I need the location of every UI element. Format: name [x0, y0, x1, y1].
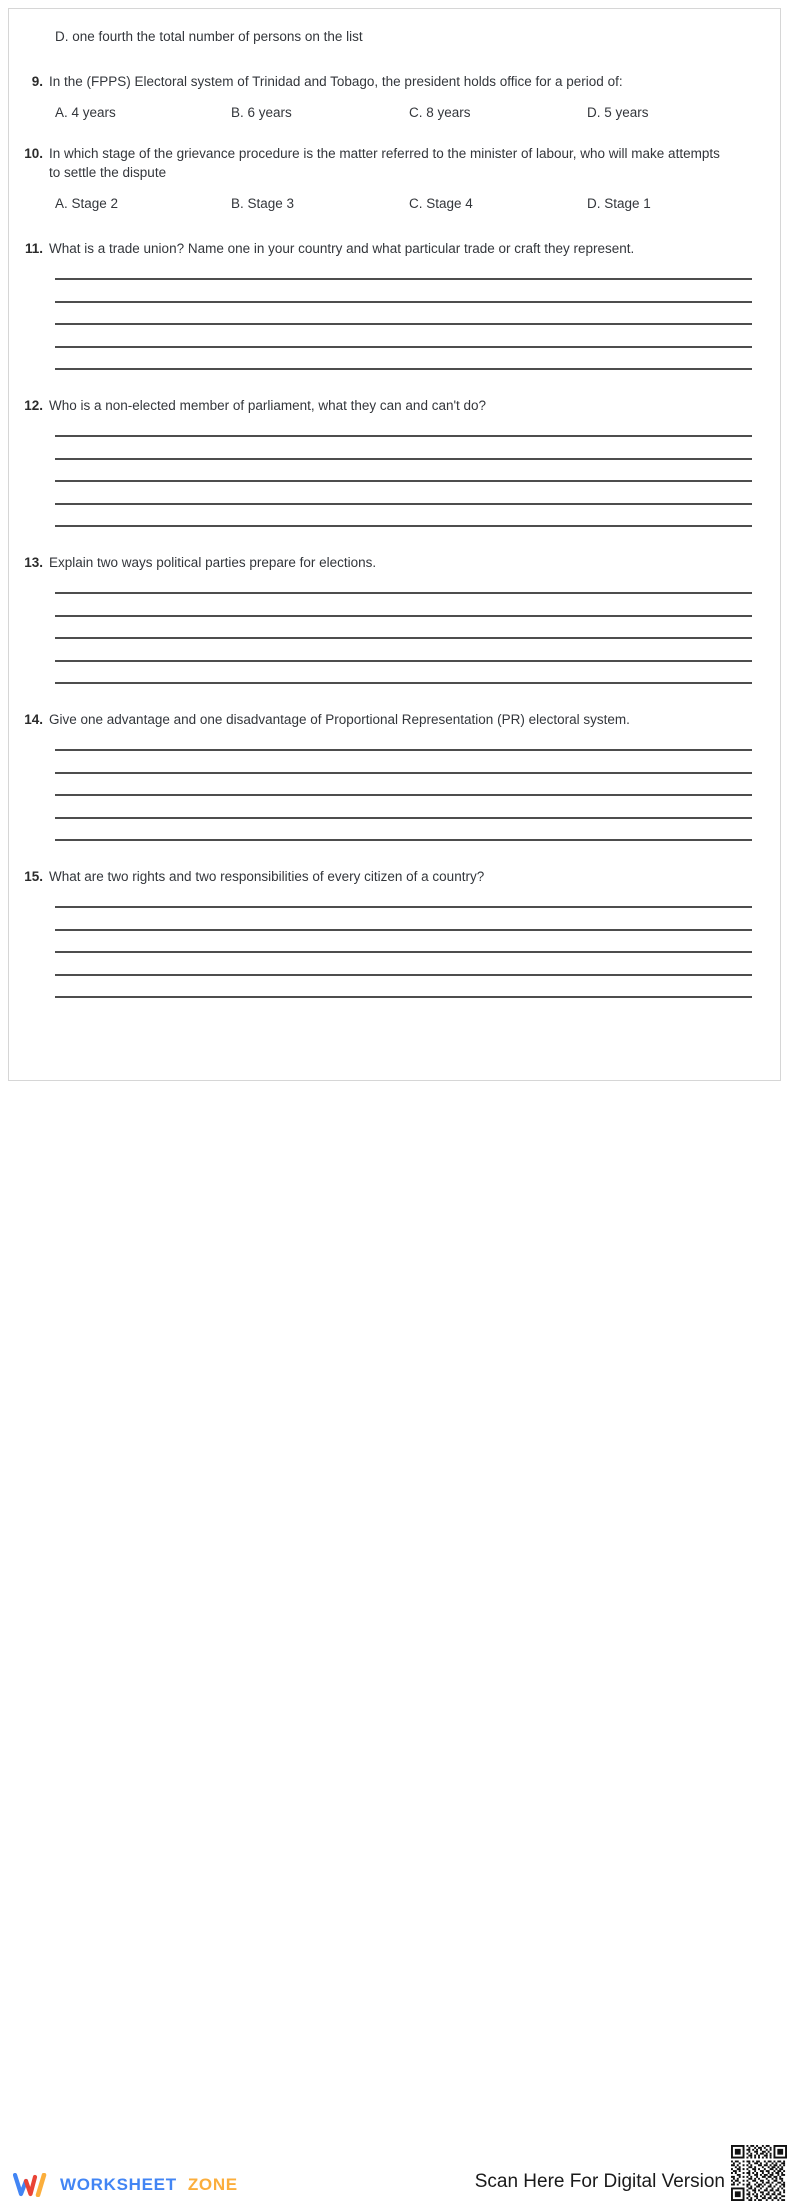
option-c[interactable]: C. 8 years — [409, 105, 471, 120]
spacer — [55, 280, 752, 301]
spacer — [55, 639, 752, 660]
answer-line — [55, 996, 752, 998]
spacer — [9, 729, 780, 749]
worksheet-zone-logo-icon — [13, 2173, 53, 2197]
spacer — [9, 46, 780, 72]
spacer — [55, 325, 752, 346]
spacer — [9, 415, 780, 435]
scan-caption: Scan Here For Digital Version — [474, 2171, 725, 2192]
question-12 — [9, 396, 780, 415]
worksheet-zone-logo[interactable] — [13, 2173, 238, 2197]
spacer — [55, 662, 752, 683]
question-text: Explain two ways political parties prepare for elections. — [49, 555, 377, 570]
question-number: 10. — [24, 146, 43, 161]
question-10 — [9, 144, 780, 182]
question-text: What are two rights and two responsibilities of every citizen of a country? — [49, 869, 485, 884]
spacer — [9, 9, 780, 27]
question-number: 13. — [24, 555, 43, 570]
spacer — [55, 796, 752, 817]
question-14 — [9, 710, 780, 729]
question-13-answer-area[interactable] — [9, 592, 780, 684]
spacer — [9, 91, 780, 103]
option-a[interactable]: A. 4 years — [55, 105, 116, 120]
question-text: In the (FPPS) Electoral system of Trinidad and Tobago, the president holds office for a period of: — [49, 74, 623, 89]
question-number: 9. — [31, 74, 43, 89]
spacer — [55, 460, 752, 481]
spacer — [9, 572, 780, 592]
spacer — [55, 303, 752, 324]
question-13 — [9, 553, 780, 572]
page-footer — [0, 1081, 793, 2194]
option-c[interactable]: C. Stage 4 — [409, 196, 473, 211]
question-text: What is a trade union? Name one in your country and what particular trade or craft they represent. — [49, 241, 635, 256]
orphan-option-d: D. one fourth the total number of persons on the list — [55, 29, 363, 44]
spacer — [9, 841, 780, 867]
question-12-answer-area[interactable] — [9, 435, 780, 527]
spacer — [9, 370, 780, 396]
spacer — [9, 684, 780, 710]
spacer — [55, 908, 752, 929]
spacer — [55, 931, 752, 952]
brand-name-primary: WORKSHEET — [60, 2175, 177, 2194]
question-number: 14. — [24, 712, 43, 727]
spacer — [9, 182, 780, 194]
question-11-answer-area[interactable] — [9, 278, 780, 370]
option-d[interactable]: D. Stage 1 — [587, 196, 651, 211]
question-9-options — [9, 103, 780, 122]
option-d[interactable]: D. 5 years — [587, 105, 649, 120]
brand-name-secondary: ZONE — [187, 2175, 238, 2194]
question-text: In which stage of the grievance procedure is the matter referred to the minister of labour, who will make attempts to settle the dispute — [49, 146, 720, 180]
option-b[interactable]: B. Stage 3 — [231, 196, 295, 211]
spacer — [55, 482, 752, 503]
spacer — [9, 886, 780, 906]
qr-code-icon[interactable] — [731, 2145, 787, 2201]
question-11 — [9, 239, 780, 258]
question-number: 15. — [24, 869, 43, 884]
spacer — [55, 617, 752, 638]
question-text: Give one advantage and one disadvantage of Proportional Representation (PR) electoral system. — [49, 712, 630, 727]
question-number: 12. — [24, 398, 43, 413]
spacer — [55, 774, 752, 795]
spacer — [55, 437, 752, 458]
spacer — [55, 505, 752, 526]
spacer — [9, 258, 780, 278]
question-10-options — [9, 194, 780, 213]
question-list — [9, 9, 780, 998]
spacer — [9, 527, 780, 553]
spacer — [55, 594, 752, 615]
question-number: 11. — [24, 241, 43, 256]
question-14-answer-area[interactable] — [9, 749, 780, 841]
option-b[interactable]: B. 6 years — [231, 105, 292, 120]
question-text: Who is a non-elected member of parliament, what they can and can't do? — [49, 398, 487, 413]
question-9 — [9, 72, 780, 91]
spacer — [9, 213, 780, 239]
option-a[interactable]: A. Stage 2 — [55, 196, 119, 211]
spacer — [9, 122, 780, 144]
question-15-answer-area[interactable] — [9, 906, 780, 998]
spacer — [55, 348, 752, 369]
spacer — [55, 953, 752, 974]
spacer — [55, 976, 752, 997]
worksheet-page — [8, 8, 781, 1081]
spacer — [55, 819, 752, 840]
spacer — [55, 751, 752, 772]
question-15 — [9, 867, 780, 886]
